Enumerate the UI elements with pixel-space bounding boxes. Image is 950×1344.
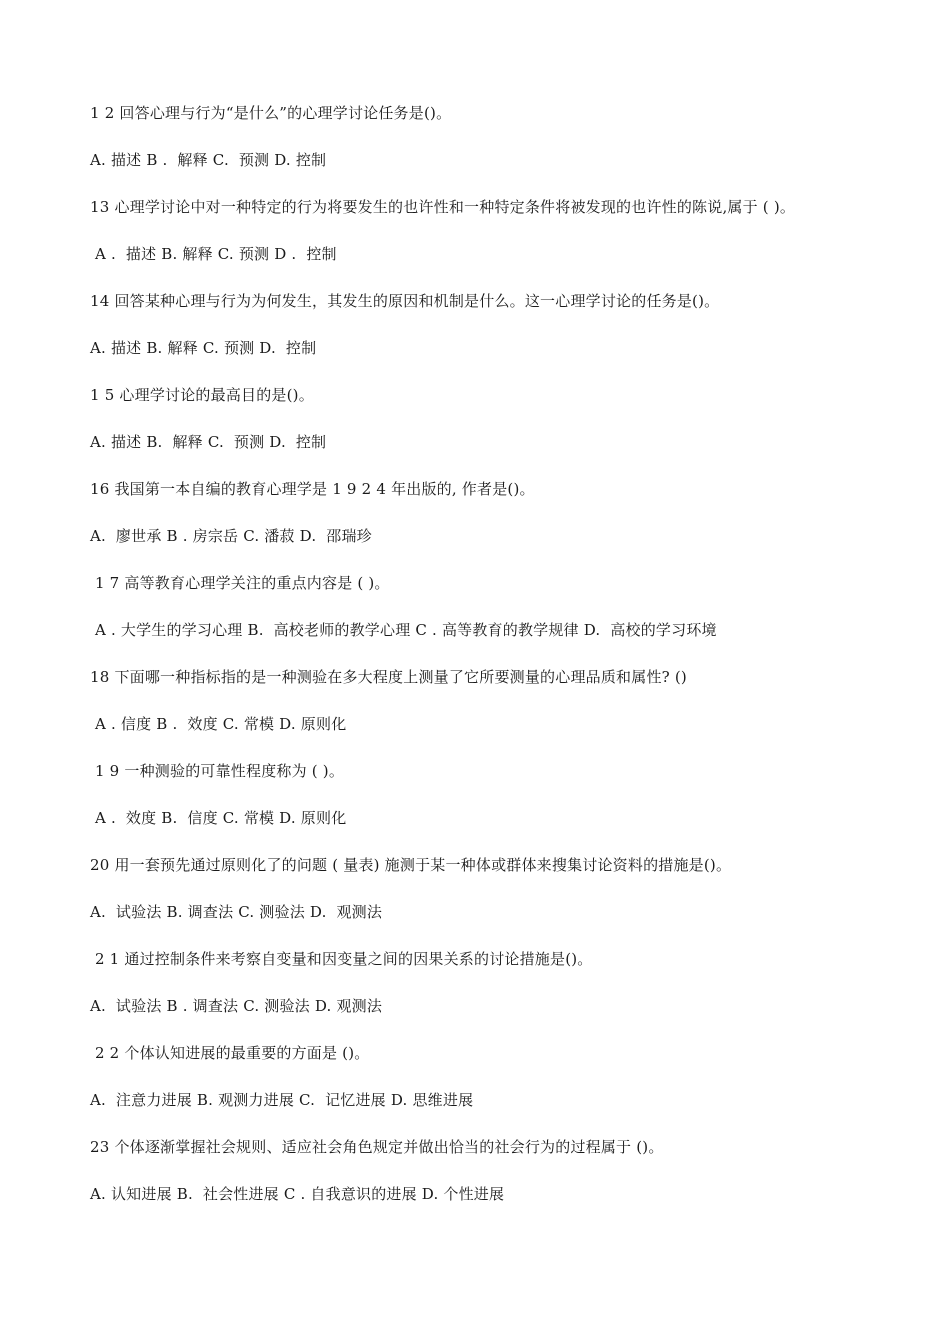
question-21: 2 1 通过控制条件来考察自变量和因变量之间的因果关系的讨论措施是()。 <box>90 950 593 968</box>
options-18: A . 信度 B . 效度 C. 常模 D. 原则化 <box>90 715 347 733</box>
question-17: 1 7 高等教育心理学关注的重点内容是 ( )。 <box>90 574 390 592</box>
options-22: A. 注意力进展 B. 观测力进展 C. 记忆进展 D. 思维进展 <box>90 1091 474 1109</box>
question-22: 2 2 个体认知进展的最重要的方面是 ()。 <box>90 1044 370 1062</box>
options-20: A. 试验法 B. 调查法 C. 测验法 D. 观测法 <box>90 903 383 921</box>
question-20: 20 用一套预先通过原则化了的问题 ( 量表) 施测于某一种体或群体来搜集讨论资料的措施是()。 <box>90 856 732 874</box>
options-21: A. 试验法 B . 调查法 C. 测验法 D. 观测法 <box>90 997 383 1015</box>
options-19: A . 效度 B. 信度 C. 常模 D. 原则化 <box>90 809 347 827</box>
question-16: 16 我国第一本自编的教育心理学是 1 9 2 4 年出版的, 作者是()。 <box>90 480 535 498</box>
options-23: A. 认知进展 B. 社会性进展 C . 自我意识的进展 D. 个性进展 <box>90 1185 505 1203</box>
options-14: A. 描述 B. 解释 C. 预测 D. 控制 <box>90 339 317 357</box>
options-13: A . 描述 B. 解释 C. 预测 D . 控制 <box>90 245 337 263</box>
question-19: 1 9 一种测验的可靠性程度称为 ( )。 <box>90 762 345 780</box>
options-16: A. 廖世承 B . 房宗岳 C. 潘菽 D. 邵瑞珍 <box>90 527 372 545</box>
question-12: 1 2 回答心理与行为“是什么”的心理学讨论任务是()。 <box>90 104 452 122</box>
question-18: 18 下面哪一种指标指的是一种测验在多大程度上测量了它所要测量的心理品质和属性? () <box>90 668 687 686</box>
question-14: 14 回答某种心理与行为为何发生，其发生的原因和机制是什么。这一心理学讨论的任务是()。 <box>90 292 720 310</box>
question-13: 13 心理学讨论中对一种特定的行为将要发生的也许性和一种特定条件将被发现的也许性的陈说,属于 ( )。 <box>90 198 796 216</box>
question-15: 1 5 心理学讨论的最高目的是()。 <box>90 386 314 404</box>
options-12: A. 描述 B . 解释 C. 预测 D. 控制 <box>90 151 327 169</box>
options-17: A . 大学生的学习心理 B. 高校老师的教学心理 C . 高等教育的教学规律 D. 高校的学习环境 <box>90 621 717 639</box>
options-15: A. 描述 B. 解释 C. 预测 D. 控制 <box>90 433 327 451</box>
question-23: 23 个体逐渐掌握社会规则、适应社会角色规定并做出恰当的社会行为的过程属于 ()。 <box>90 1138 664 1156</box>
